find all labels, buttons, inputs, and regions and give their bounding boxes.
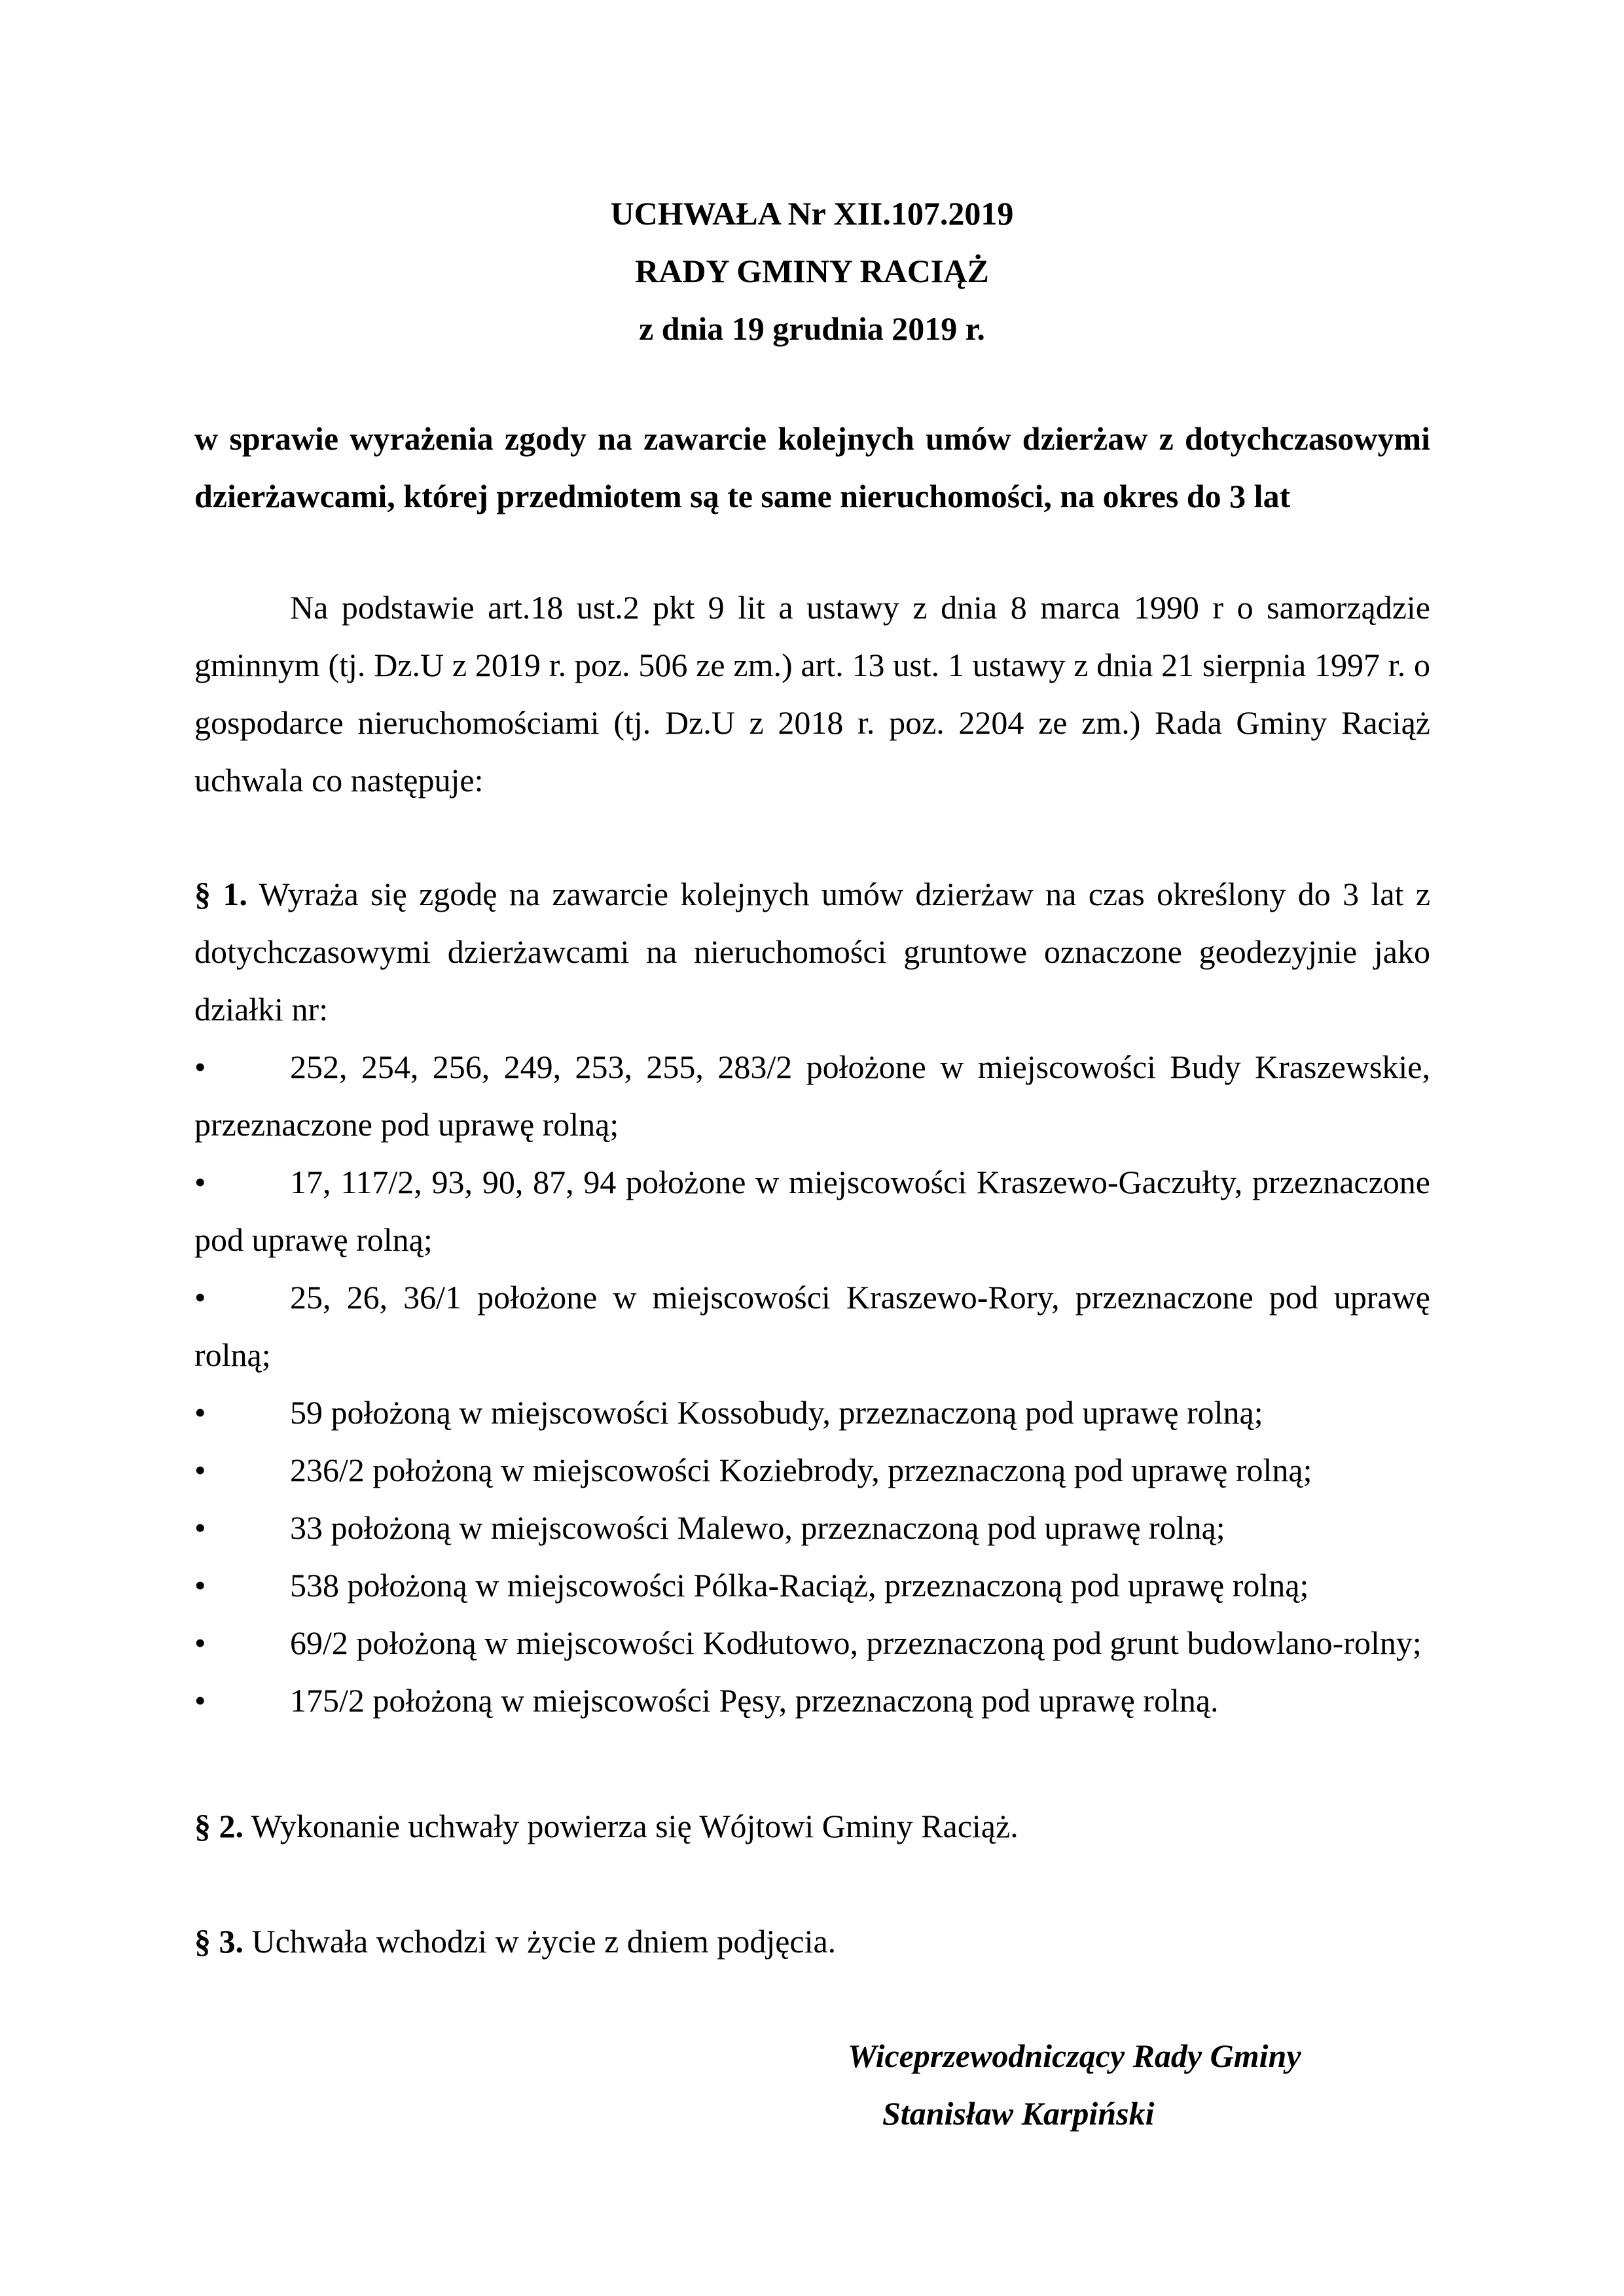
resolution-date: z dnia 19 grudnia 2019 r.: [639, 310, 985, 347]
list-item-text: 69/2 położoną w miejscowości Kodłutowo, przeznaczoną pod grunt budowlano-rolny;: [290, 1624, 1422, 1661]
list-item-text: 252, 254, 256, 249, 253, 255, 283/2 położone w miejscowości Budy Kraszewskie, przeznaczone pod uprawę rolną;: [194, 1049, 1430, 1143]
section-1-text: Wyraża się zgodę na zawarcie kolejnych umów dzierżaw na czas określony do 3 lat z dotychczasowymi dzierżawcami na nieruchomości gruntowe oznaczone geodezyjnie jako działki nr:: [194, 876, 1431, 1028]
bullet-icon: •: [194, 1164, 206, 1200]
list-item-text: 175/2 położoną w miejscowości Pęsy, przeznaczoną pod uprawę rolną.: [290, 1682, 1219, 1719]
list-item: [194, 1672, 1430, 1729]
resolution-number: UCHWAŁA Nr XII.107.2019: [610, 195, 1014, 232]
bullet-icon: •: [194, 1567, 206, 1604]
list-item-text: 17, 117/2, 93, 90, 87, 94 położone w miejscowości Kraszewo-Gaczułty, przeznaczone pod uprawę rolną;: [194, 1164, 1430, 1258]
section-3-paragraph: [194, 1912, 1430, 1970]
section-2-marker: § 2.: [194, 1808, 244, 1844]
list-item: [194, 1441, 1430, 1499]
bullet-icon: •: [194, 1279, 206, 1316]
list-item: [194, 1614, 1430, 1672]
list-item: [194, 1556, 1430, 1614]
list-item: [194, 1038, 1430, 1153]
resolution-subject: w sprawie wyrażenia zgody na zawarcie kolejnych umów dzierżaw z dotychczasowymi dzierżawcami, której przedmiotem są te same nieruchomości, na okres do 3 lat: [194, 420, 1430, 514]
resolution-header: [0, 185, 1624, 357]
list-item-text: 236/2 położoną w miejscowości Koziebrody, przeznaczoną pod uprawę rolną;: [290, 1452, 1312, 1488]
list-item-text: 25, 26, 36/1 położone w miejscowości Kraszewo-Rory, przeznaczone pod uprawę rolną;: [194, 1279, 1430, 1373]
section-3-text: Uchwała wchodzi w życie z dniem podjęcia.: [244, 1923, 837, 1960]
list-item: [194, 1268, 1430, 1384]
list-item: [194, 1384, 1430, 1441]
bullet-icon: •: [194, 1624, 206, 1661]
bullet-icon: •: [194, 1509, 206, 1546]
bullet-icon: •: [194, 1682, 206, 1719]
section-2-text: Wykonanie uchwały powierza się Wójtowi Gminy Raciąż.: [244, 1808, 1019, 1844]
section-2-paragraph: [194, 1797, 1430, 1855]
legal-basis-paragraph: Na podstawie art.18 ust.2 pkt 9 lit a ustawy z dnia 8 marca 1990 r o samorządzie gminnym (tj. Dz.U z 2019 r. poz. 506 ze zm.) art. 13 ust. 1 ustawy z dnia 21 sierpnia 1997 r. o gospodarce nieruchomościami (tj. Dz.U z 2018 r. poz. 2204 ze zm.) Rada Gminy Raciąż uchwala co następuje:: [194, 589, 1430, 798]
section-3-marker: § 3.: [194, 1923, 244, 1960]
signatory-name: Stanisław Karpiński: [882, 2095, 1155, 2132]
bullet-icon: •: [194, 1394, 206, 1431]
parcel-list: [194, 1038, 1430, 1729]
list-item-text: 59 położoną w miejscowości Kossobudy, przeznaczoną pod uprawę rolną;: [290, 1394, 1263, 1431]
section-1-marker: § 1.: [194, 876, 247, 912]
bullet-icon: •: [194, 1452, 206, 1488]
list-item-text: 33 położoną w miejscowości Malewo, przeznaczoną pod uprawę rolną;: [290, 1509, 1225, 1546]
signatory-title: Wiceprzewodniczący Rady Gminy: [848, 2037, 1301, 2074]
list-item-text: 538 położoną w miejscowości Pólka-Raciąż, przeznaczoną pod uprawę rolną;: [290, 1567, 1309, 1604]
issuing-body: RADY GMINY RACIĄŻ: [635, 253, 989, 289]
bullet-icon: •: [194, 1049, 206, 1085]
list-item: [194, 1499, 1430, 1556]
list-item: [194, 1153, 1430, 1268]
section-1-paragraph: [194, 865, 1430, 1038]
